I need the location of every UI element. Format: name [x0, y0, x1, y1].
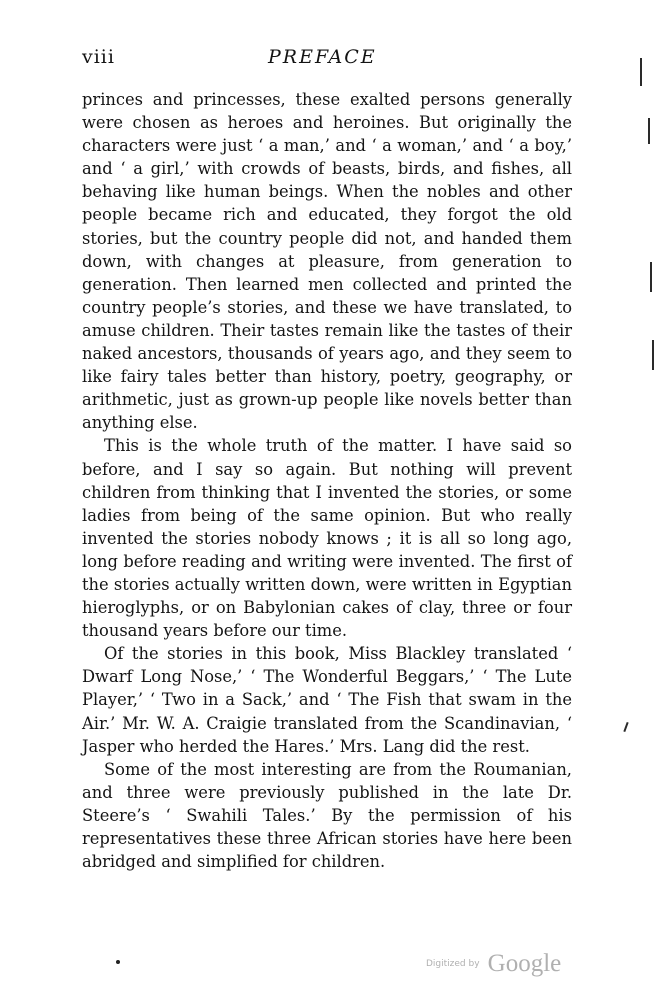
ink-speck: [116, 960, 120, 964]
paragraph-whole-truth: This is the whole truth of the matter. I have said so before, and I say so again. But nothing will prevent children from thinking that I invented the stories, or some ladies from being of the same opinion. But who really invented the stories nobody knows ; it is all so long ago, long before reading and writing were invented. The first of the stories actually written down, were written in Egyptian hieroglyphs, or on Babylonian cakes of clay, three or four thousand years before our time.: [82, 436, 572, 641]
margin-mark: [623, 722, 628, 732]
margin-mark: [648, 118, 650, 144]
page-number: viii: [82, 46, 115, 68]
digitized-watermark: [426, 950, 561, 978]
google-logo: Google: [487, 950, 562, 977]
watermark-prefix: Digitized by: [426, 959, 480, 969]
running-head: PREFACE: [268, 46, 377, 68]
margin-mark: [640, 58, 642, 86]
page-header: [82, 46, 568, 72]
margin-mark: [652, 340, 654, 370]
margin-mark: [650, 262, 652, 292]
paragraph-continued: princes and princesses, these exalted persons generally were chosen as heroes and heroines. But originally the characters were just ‘ a man,’ and ‘ a woman,’ and ‘ a boy,’ and ‘ a girl,’ with crowds of beasts, birds, and fishes, all behaving like human beings. When the nobles and other people became rich and educated, they forgot the old stories, but the country people did not, and handed them down, with changes at pleasure, from generation to generation. Then learned men collected and printed the country people’s stories, and these we have translated, to amuse children. Their tastes remain like the tastes of their naked ancestors, thousands of years ago, and they seem to like fairy tales better than history, poetry, geography, or arithmetic, just as grown-up people like novels better than anything else.: [82, 90, 572, 433]
preface-text: [82, 88, 572, 873]
paragraph-translators: Of the stories in this book, Miss Blackley translated ‘ Dwarf Long Nose,’ ‘ The Wonderful Beggars,’ ‘ The Lute Player,’ ‘ Two in a Sack,’ and ‘ The Fish that swam in the Air.’ Mr. W. A. Craigie translated from the Scandinavian, ‘ Jasper who herded the Hares.’ Mrs. Lang did the rest.: [82, 644, 572, 756]
paragraph-sources: Some of the most interesting are from the Roumanian, and three were previously published in the late Dr. Steere’s ‘ Swahili Tales.’ By the permission of his representatives these three African stories have here been abridged and simplified for children.: [82, 759, 572, 872]
